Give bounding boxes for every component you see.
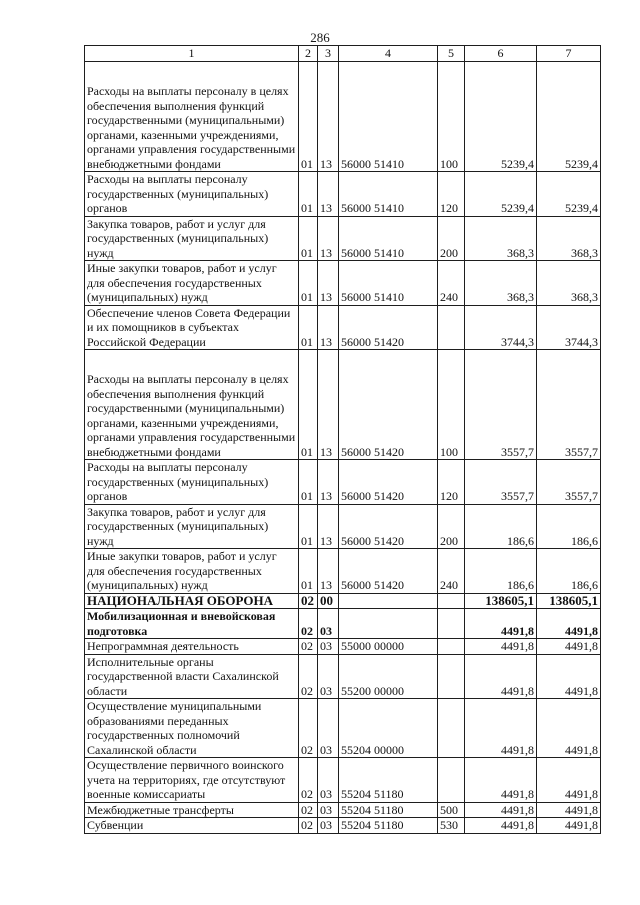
section-code: 02 bbox=[299, 609, 318, 639]
expense-type-code: 200 bbox=[438, 504, 465, 549]
expense-name: Межбюджетные трансферты bbox=[85, 802, 299, 818]
amount-first: 5239,4 bbox=[465, 62, 537, 172]
target-article-code bbox=[339, 593, 438, 609]
target-article-part-2: 51180 bbox=[374, 802, 404, 817]
amount-second: 4491,8 bbox=[537, 818, 601, 834]
amount-first: 4491,8 bbox=[465, 699, 537, 758]
target-article-code bbox=[339, 216, 438, 261]
subsection-code: 03 bbox=[318, 758, 339, 803]
amount-second: 4491,8 bbox=[537, 654, 601, 699]
subsection-code: 03 bbox=[318, 699, 339, 758]
section-code: 02 bbox=[299, 593, 318, 609]
section-code: 01 bbox=[299, 305, 318, 350]
amount-first: 186,6 bbox=[465, 504, 537, 549]
amount-second: 4491,8 bbox=[537, 699, 601, 758]
page-number: 286 bbox=[310, 30, 330, 45]
table-header bbox=[85, 46, 601, 62]
target-article-part-1: 55204 bbox=[341, 742, 371, 757]
amount-second: 4491,8 bbox=[537, 758, 601, 803]
target-article-code bbox=[339, 609, 438, 639]
expense-name: Осуществление первичного воинского учета на территориях, где отсутствуют военные комиссариаты bbox=[85, 758, 299, 803]
target-article-part-2: 00000 bbox=[374, 683, 404, 698]
amount-second: 3557,7 bbox=[537, 460, 601, 505]
target-article-part-2: 51180 bbox=[374, 818, 404, 832]
subsection-code: 13 bbox=[318, 504, 339, 549]
target-article-part-2: 00000 bbox=[374, 639, 404, 653]
expense-name: Расходы на выплаты персоналу государственных (муниципальных) органов bbox=[85, 460, 299, 505]
expense-type-code: 240 bbox=[438, 549, 465, 594]
table-row bbox=[85, 504, 601, 549]
expense-name: Расходы на выплаты персоналу в целях обеспечения выполнения функций государственными (муниципальными) органами, казенными учреждениями, органами управления государственными внебюджетными фондами bbox=[85, 350, 299, 460]
section-code: 02 bbox=[299, 699, 318, 758]
target-article-code bbox=[339, 305, 438, 350]
subsection-code: 13 bbox=[318, 216, 339, 261]
expense-name: Осуществление муниципальными образованиями переданных государственных полномочий Сахалинской области bbox=[85, 699, 299, 758]
target-article-part-1: 55204 bbox=[341, 818, 371, 832]
header-row bbox=[85, 46, 601, 62]
table-row bbox=[85, 802, 601, 818]
section-code: 01 bbox=[299, 350, 318, 460]
expense-name: Субвенции bbox=[85, 818, 299, 834]
table-row bbox=[85, 62, 601, 172]
target-article-code bbox=[339, 699, 438, 758]
subsection-code: 13 bbox=[318, 261, 339, 306]
target-article-part-1: 56000 bbox=[341, 444, 371, 459]
amount-first: 138605,1 bbox=[465, 593, 537, 609]
expense-name: Расходы на выплаты персоналу государственных (муниципальных) органов bbox=[85, 172, 299, 217]
column-header: 2 bbox=[299, 46, 318, 62]
amount-first: 368,3 bbox=[465, 261, 537, 306]
expense-type-code: 200 bbox=[438, 216, 465, 261]
table-row bbox=[85, 172, 601, 217]
expense-type-code bbox=[438, 654, 465, 699]
column-header: 4 bbox=[339, 46, 438, 62]
target-article-part-1: 56000 bbox=[341, 245, 371, 260]
expense-type-code: 530 bbox=[438, 818, 465, 834]
subsection-code: 03 bbox=[318, 654, 339, 699]
target-article-part-2: 51410 bbox=[374, 245, 404, 260]
table-row bbox=[85, 593, 601, 609]
expense-type-code bbox=[438, 699, 465, 758]
section-code: 02 bbox=[299, 639, 318, 655]
column-header: 5 bbox=[438, 46, 465, 62]
target-article-part-1: 56000 bbox=[341, 533, 371, 548]
target-article-part-2: 51410 bbox=[374, 201, 404, 215]
subsection-code: 13 bbox=[318, 350, 339, 460]
target-article-part-1: 55204 bbox=[341, 787, 371, 801]
expense-type-code bbox=[438, 639, 465, 655]
target-article-part-1: 55200 bbox=[341, 683, 371, 698]
subsection-code: 03 bbox=[318, 818, 339, 834]
target-article-part-1: 56000 bbox=[341, 290, 371, 304]
column-header: 3 bbox=[318, 46, 339, 62]
amount-first: 4491,8 bbox=[465, 609, 537, 639]
table-row bbox=[85, 460, 601, 505]
target-article-part-2: 51420 bbox=[374, 489, 404, 503]
expense-name: НАЦИОНАЛЬНАЯ ОБОРОНА bbox=[85, 593, 299, 609]
amount-second: 4491,8 bbox=[537, 609, 601, 639]
subsection-code: 13 bbox=[318, 549, 339, 594]
column-header: 6 bbox=[465, 46, 537, 62]
subsection-code: 13 bbox=[318, 62, 339, 172]
table-row bbox=[85, 609, 601, 639]
section-code: 01 bbox=[299, 549, 318, 594]
expense-type-code bbox=[438, 758, 465, 803]
section-code: 01 bbox=[299, 216, 318, 261]
table-body bbox=[85, 62, 601, 834]
subsection-code: 13 bbox=[318, 460, 339, 505]
expense-type-code: 240 bbox=[438, 261, 465, 306]
section-code: 01 bbox=[299, 62, 318, 172]
expense-type-code: 100 bbox=[438, 62, 465, 172]
expense-name: Непрограммная деятельность bbox=[85, 639, 299, 655]
amount-second: 3744,3 bbox=[537, 305, 601, 350]
subsection-code: 03 bbox=[318, 639, 339, 655]
target-article-code bbox=[339, 261, 438, 306]
subsection-code: 00 bbox=[318, 593, 339, 609]
amount-second: 186,6 bbox=[537, 549, 601, 594]
target-article-part-2: 51420 bbox=[374, 334, 404, 349]
section-code: 01 bbox=[299, 460, 318, 505]
section-code: 02 bbox=[299, 818, 318, 834]
target-article-part-1: 56000 bbox=[341, 156, 371, 171]
amount-first: 4491,8 bbox=[465, 758, 537, 803]
budget-table bbox=[84, 45, 601, 834]
amount-first: 368,3 bbox=[465, 216, 537, 261]
amount-first: 4491,8 bbox=[465, 654, 537, 699]
column-header: 1 bbox=[85, 46, 299, 62]
amount-second: 138605,1 bbox=[537, 593, 601, 609]
target-article-part-1: 55000 bbox=[341, 639, 371, 653]
target-article-code bbox=[339, 802, 438, 818]
table-row bbox=[85, 305, 601, 350]
amount-first: 186,6 bbox=[465, 549, 537, 594]
table-row bbox=[85, 699, 601, 758]
expense-type-code: 120 bbox=[438, 460, 465, 505]
subsection-code: 03 bbox=[318, 802, 339, 818]
amount-second: 4491,8 bbox=[537, 639, 601, 655]
section-code: 01 bbox=[299, 504, 318, 549]
table-row bbox=[85, 758, 601, 803]
table-row bbox=[85, 216, 601, 261]
amount-second: 186,6 bbox=[537, 504, 601, 549]
amount-second: 5239,4 bbox=[537, 172, 601, 217]
target-article-part-2: 51420 bbox=[374, 533, 404, 548]
expense-name: Обеспечение членов Совета Федерации и их помощников в субъектах Российской Федерации bbox=[85, 305, 299, 350]
target-article-part-1: 56000 bbox=[341, 334, 371, 349]
target-article-part-1: 56000 bbox=[341, 578, 371, 592]
subsection-code: 13 bbox=[318, 172, 339, 217]
target-article-code bbox=[339, 818, 438, 834]
section-code: 01 bbox=[299, 172, 318, 217]
expense-type-code bbox=[438, 609, 465, 639]
expense-type-code: 500 bbox=[438, 802, 465, 818]
expense-name: Исполнительные органы государственной власти Сахалинской области bbox=[85, 654, 299, 699]
expense-name: Расходы на выплаты персоналу в целях обеспечения выполнения функций государственными (муниципальными) органами, казенными учреждениями, органами управления государственными внебюджетными фондами bbox=[85, 62, 299, 172]
amount-first: 4491,8 bbox=[465, 639, 537, 655]
expense-type-code bbox=[438, 593, 465, 609]
section-code: 02 bbox=[299, 758, 318, 803]
expense-name: Иные закупки товаров, работ и услуг для обеспечения государственных (муниципальных) нужд bbox=[85, 549, 299, 594]
amount-second: 368,3 bbox=[537, 261, 601, 306]
target-article-part-2: 51410 bbox=[374, 156, 404, 171]
target-article-code bbox=[339, 549, 438, 594]
target-article-code bbox=[339, 504, 438, 549]
amount-first: 3557,7 bbox=[465, 350, 537, 460]
section-code: 02 bbox=[299, 802, 318, 818]
expense-type-code bbox=[438, 305, 465, 350]
table-row bbox=[85, 639, 601, 655]
target-article-code bbox=[339, 62, 438, 172]
expense-name: Закупка товаров, работ и услуг для государственных (муниципальных) нужд bbox=[85, 216, 299, 261]
section-code: 02 bbox=[299, 654, 318, 699]
table-row bbox=[85, 261, 601, 306]
target-article-part-1: 55204 bbox=[341, 802, 371, 817]
expense-name: Закупка товаров, работ и услуг для государственных (муниципальных) нужд bbox=[85, 504, 299, 549]
amount-first: 4491,8 bbox=[465, 802, 537, 818]
expense-name: Мобилизационная и вневойсковая подготовка bbox=[85, 609, 299, 639]
subsection-code: 13 bbox=[318, 305, 339, 350]
target-article-part-2: 51420 bbox=[374, 578, 404, 592]
expense-name: Иные закупки товаров, работ и услуг для обеспечения государственных (муниципальных) нужд bbox=[85, 261, 299, 306]
amount-first: 5239,4 bbox=[465, 172, 537, 217]
expense-type-code: 120 bbox=[438, 172, 465, 217]
target-article-part-2: 51420 bbox=[374, 444, 404, 459]
subsection-code: 03 bbox=[318, 609, 339, 639]
target-article-code bbox=[339, 460, 438, 505]
amount-second: 3557,7 bbox=[537, 350, 601, 460]
amount-second: 4491,8 bbox=[537, 802, 601, 818]
amount-first: 3557,7 bbox=[465, 460, 537, 505]
target-article-part-2: 51180 bbox=[374, 787, 404, 801]
target-article-code bbox=[339, 758, 438, 803]
table-row bbox=[85, 350, 601, 460]
amount-second: 5239,4 bbox=[537, 62, 601, 172]
target-article-code bbox=[339, 639, 438, 655]
target-article-part-2: 00000 bbox=[374, 742, 404, 757]
table-row bbox=[85, 654, 601, 699]
target-article-part-1: 56000 bbox=[341, 489, 371, 503]
amount-second: 368,3 bbox=[537, 216, 601, 261]
target-article-part-1: 56000 bbox=[341, 201, 371, 215]
amount-first: 4491,8 bbox=[465, 818, 537, 834]
target-article-code bbox=[339, 350, 438, 460]
target-article-code bbox=[339, 172, 438, 217]
column-header: 7 bbox=[537, 46, 601, 62]
table-row bbox=[85, 549, 601, 594]
section-code: 01 bbox=[299, 261, 318, 306]
target-article-code bbox=[339, 654, 438, 699]
table-row bbox=[85, 818, 601, 834]
expense-type-code: 100 bbox=[438, 350, 465, 460]
amount-first: 3744,3 bbox=[465, 305, 537, 350]
target-article-part-2: 51410 bbox=[374, 290, 404, 304]
